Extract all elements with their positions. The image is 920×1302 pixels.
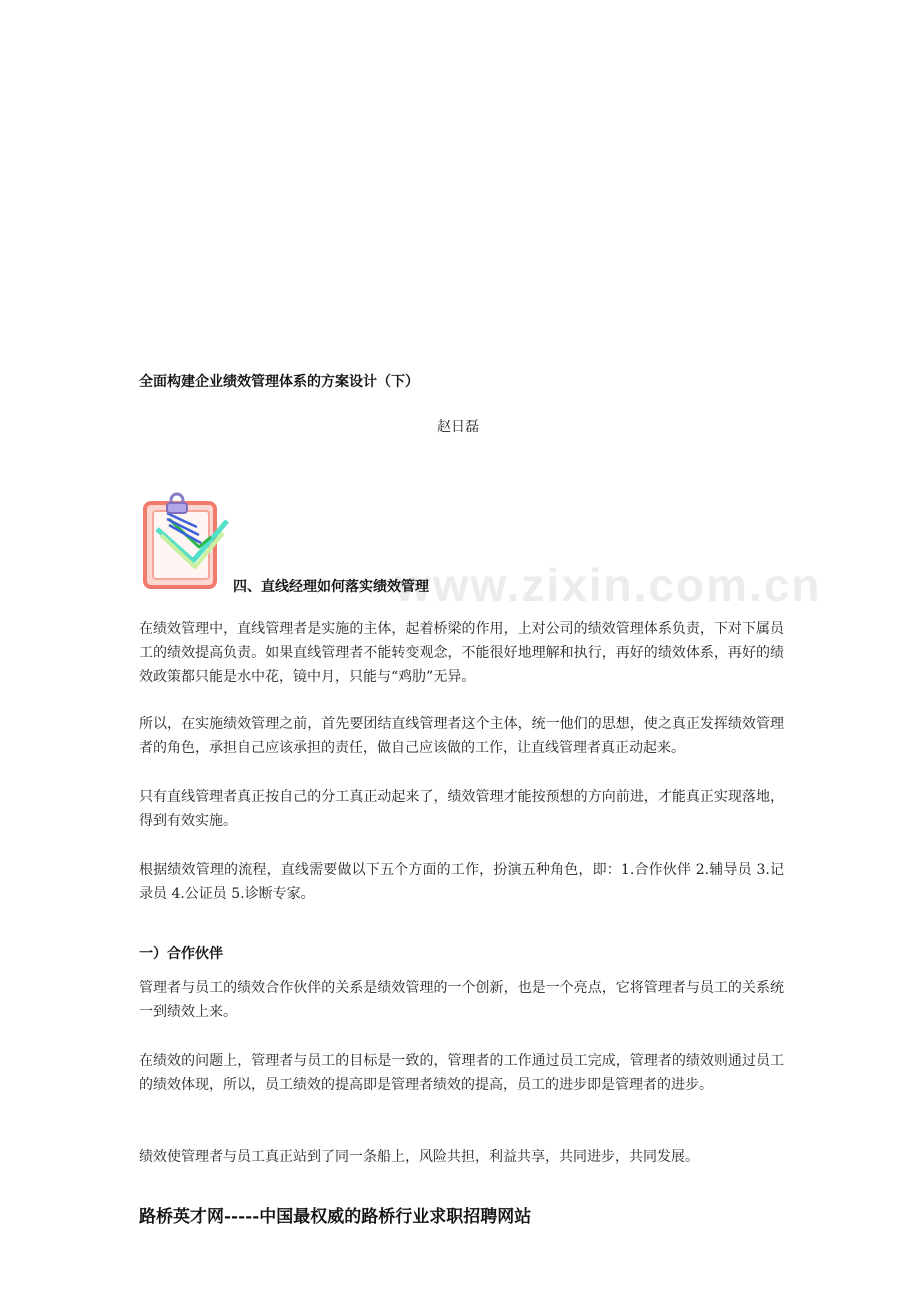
sub-heading: 一）合作伙伴	[139, 946, 223, 962]
section-heading: 四、直线经理如何落实绩效管理	[233, 579, 429, 595]
paragraph: 在绩效管理中，直线管理者是实施的主体，起着桥梁的作用，上对公司的绩效管理体系负责，下对下属员工的绩效提高负责。如果直线管理者不能转变观念，不能很好地理解和执行，再好的绩效体系，再好的绩效政策都只能是水中花，镜中月，只能与“鸡肋”无异。	[139, 621, 784, 685]
paragraph: 所以，在实施绩效管理之前，首先要团结直线管理者这个主体，统一他们的思想，使之真正发挥绩效管理者的角色，承担自己应该承担的责任，做自己应该做的工作，让直线管理者真正动起来。	[139, 716, 784, 756]
paragraph: 在绩效的问题上，管理者与员工的目标是一致的，管理者的工作通过员工完成，管理者的绩效则通过员工的绩效体现，所以，员工绩效的提高即是管理者绩效的提高，员工的进步即是管理者的进步。	[139, 1053, 784, 1093]
paragraph: 根据绩效管理的流程，直线需要做以下五个方面的工作，扮演五种角色，即：1.合作伙伴 2.辅导员 3.记录员 4.公证员 5.诊断专家。	[139, 862, 784, 902]
clipboard-icon	[139, 491, 232, 591]
paragraph: 管理者与员工的绩效合作伙伴的关系是绩效管理的一个创新，也是一个亮点，它将管理者与员工的关系统一到绩效上来。	[139, 980, 784, 1020]
footer-slogan: 路桥英才网-----中国最权威的路桥行业求职招聘网站	[139, 1207, 532, 1227]
paragraph: 绩效使管理者与员工真正站到了同一条船上，风险共担，利益共享，共同进步，共同发展。	[139, 1149, 699, 1165]
paragraph: 只有直线管理者真正按自己的分工真正动起来了，绩效管理才能按预想的方向前进，才能真正实现落地，得到有效实施。	[139, 789, 784, 829]
author-name: 赵日磊	[437, 419, 479, 435]
document-title: 全面构建企业绩效管理体系的方案设计（下）	[139, 374, 419, 390]
watermark: www.zixin.com.cn	[395, 559, 822, 611]
